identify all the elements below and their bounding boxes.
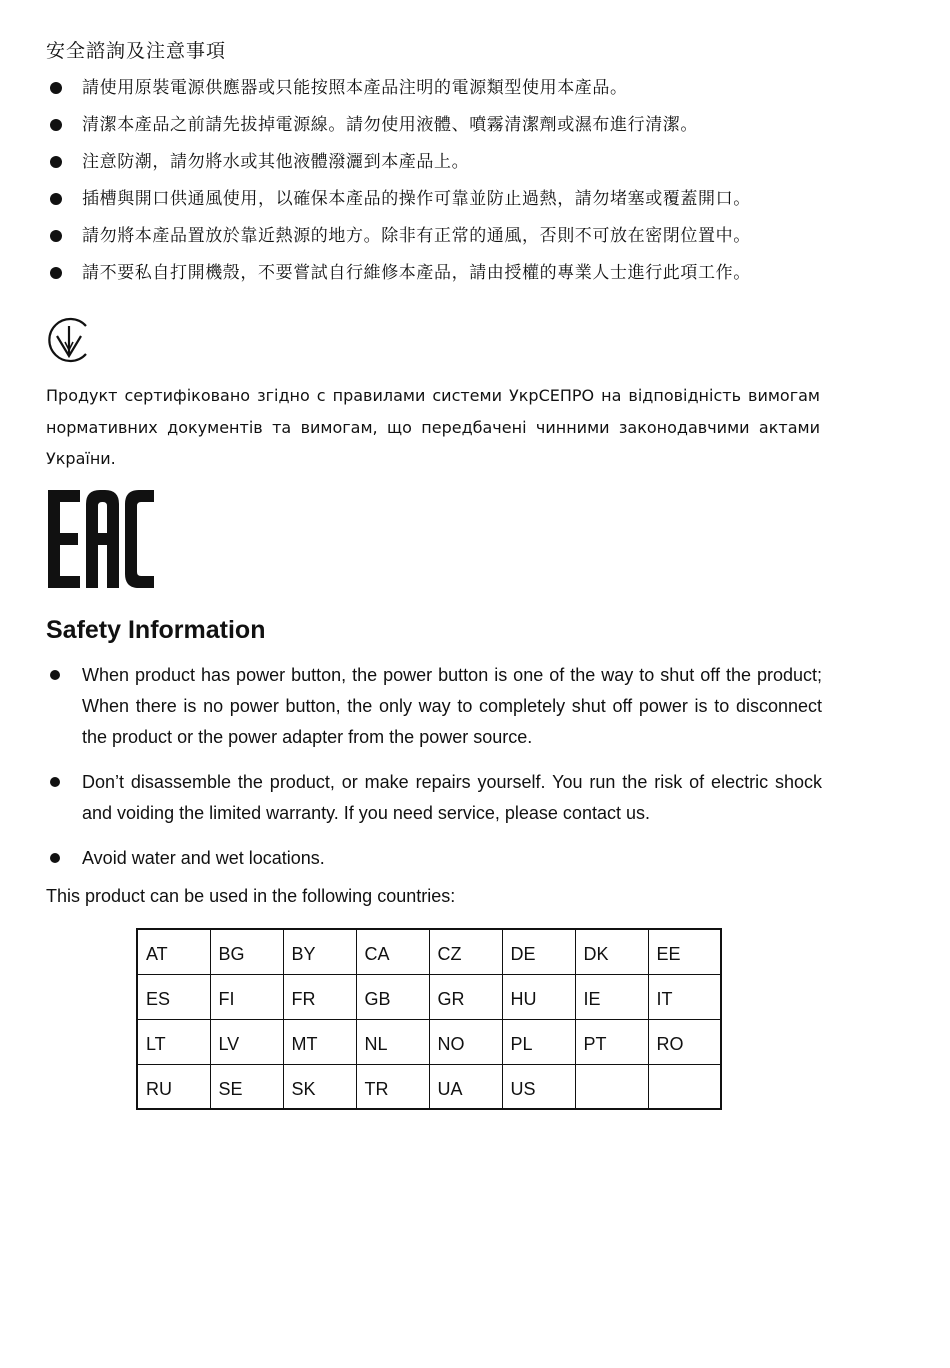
country-cell: NO [429, 1019, 502, 1064]
ukrsepro-mark-icon [44, 314, 94, 366]
eac-mark-icon [46, 490, 156, 588]
country-cell: LT [137, 1019, 210, 1064]
bullet-icon [50, 267, 62, 279]
country-cell: FR [283, 974, 356, 1019]
country-cell: AT [137, 929, 210, 974]
country-cell: ES [137, 974, 210, 1019]
country-cell: HU [502, 974, 575, 1019]
list-item: 請不要私自打開機殼，不要嘗試自行維修本產品，請由授權的專業人士進行此項工作。 [46, 257, 846, 294]
bullet-icon [50, 777, 60, 787]
list-item: 插槽與開口供通風使用，以確保本產品的操作可靠並防止過熱，請勿堵塞或覆蓋開口。 [46, 183, 846, 220]
safety-information-list [46, 660, 822, 888]
country-cell: MT [283, 1019, 356, 1064]
country-cell [575, 1064, 648, 1109]
country-cell: EE [648, 929, 721, 974]
table-row [137, 1019, 721, 1064]
bullet-icon [50, 119, 62, 131]
bullet-icon [50, 670, 60, 680]
bullet-icon [50, 156, 62, 168]
country-cell: SE [210, 1064, 283, 1109]
country-cell: RU [137, 1064, 210, 1109]
country-cell: BG [210, 929, 283, 974]
bullet-icon [50, 230, 62, 242]
countries-table [136, 928, 722, 1110]
table-row [137, 1064, 721, 1109]
country-cell: CA [356, 929, 429, 974]
list-item: 注意防潮，請勿將水或其他液體潑灑到本產品上。 [46, 146, 846, 183]
country-cell [648, 1064, 721, 1109]
country-cell: LV [210, 1019, 283, 1064]
bullet-icon [50, 853, 60, 863]
country-cell: GR [429, 974, 502, 1019]
country-cell: IT [648, 974, 721, 1019]
country-cell: RO [648, 1019, 721, 1064]
country-cell: GB [356, 974, 429, 1019]
bullet-icon [50, 193, 62, 205]
country-cell: IE [575, 974, 648, 1019]
list-item: 請勿將本產品置放於靠近熱源的地方。除非有正常的通風，否則不可放在密閉位置中。 [46, 220, 846, 257]
country-cell: DK [575, 929, 648, 974]
country-cell: US [502, 1064, 575, 1109]
country-cell: FI [210, 974, 283, 1019]
list-item: Don’t disassemble the product, or make repairs yourself. You run the risk of electric shock and voiding the limited warranty. If you need service, please contact us. [46, 767, 822, 829]
ukrsepro-certification-text: Продукт сертифіковано згідно с правилами системи УкрСЕПРО на відповідність вимогам нормативних документів та вимогам, що передбачені чинними законодавчими актами України. [46, 386, 820, 468]
country-cell: SK [283, 1064, 356, 1109]
list-item: When product has power button, the power button is one of the way to shut off the product; When there is no power button, the only way to completely shut off power is to disconnect the product or the power adapter from the power source. [46, 660, 822, 753]
list-item: 請使用原裝電源供應器或只能按照本產品注明的電源類型使用本產品。 [46, 72, 846, 109]
country-cell: BY [283, 929, 356, 974]
country-cell: PT [575, 1019, 648, 1064]
country-cell: TR [356, 1064, 429, 1109]
country-cell: DE [502, 929, 575, 974]
list-item: Avoid water and wet locations. [46, 843, 822, 874]
bullet-icon [50, 82, 62, 94]
table-row [137, 974, 721, 1019]
country-cell: CZ [429, 929, 502, 974]
chinese-safety-list [46, 72, 846, 294]
table-row [137, 929, 721, 974]
country-cell: NL [356, 1019, 429, 1064]
country-cell: PL [502, 1019, 575, 1064]
countries-intro: This product can be used in the following countries: [46, 886, 456, 906]
safety-information-title: Safety Information [46, 616, 266, 644]
list-item: 清潔本產品之前請先拔掉電源線。請勿使用液體、噴霧清潔劑或濕布進行清潔。 [46, 109, 846, 146]
chinese-section-title: 安全諮詢及注意事項 [46, 40, 227, 62]
country-cell: UA [429, 1064, 502, 1109]
